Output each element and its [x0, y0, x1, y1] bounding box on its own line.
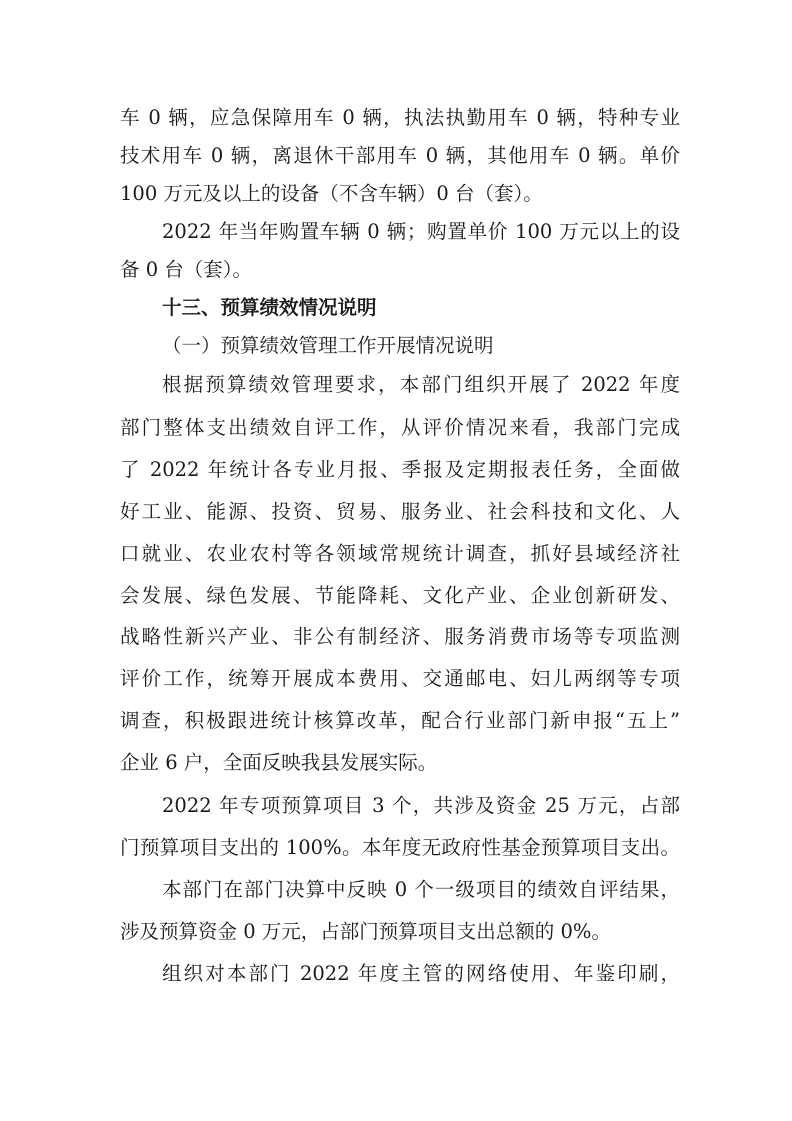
text-line: 评价工作，统筹开展成本费用、交通邮电、妇儿两纲等专项	[120, 667, 680, 690]
section-heading: 十三、预算绩效情况说明	[162, 296, 377, 319]
text-line: 部门整体支出绩效自评工作，从评价情况来看，我部门完成	[120, 416, 680, 439]
text-line: 会发展、绿色发展、节能降耗、文化产业、企业创新研发、	[120, 584, 680, 607]
text-line: 技术用车 0 辆，离退休干部用车 0 辆，其他用车 0 辆。单价	[120, 144, 680, 167]
text-line: 根据预算绩效管理要求，本部门组织开展了 2022 年度	[162, 373, 680, 396]
text-line: 2022 年专项预算项目 3 个，共涉及资金 25 万元，占部	[162, 794, 680, 817]
text-line: 企业 6 户，全面反映我县发展实际。	[120, 751, 438, 774]
text-line: 调查，积极跟进统计核算改革，配合行业部门新申报“五上”	[120, 709, 680, 732]
text-line: 备 0 台（套）。	[120, 258, 253, 281]
text-line: 本部门在部门决算中反映 0 个一级项目的绩效自评结果，	[162, 878, 680, 901]
text-line: 涉及预算资金 0 万元，占部门预算项目支出总额的 0%。	[120, 920, 611, 943]
text-line: 口就业、农业农村等各领域常规统计调查，抓好县域经济社	[120, 542, 680, 565]
text-line: 100 万元及以上的设备（不含车辆）0 台（套）。	[120, 182, 543, 205]
subsection-heading: （一）预算绩效管理工作开展情况说明	[162, 334, 494, 357]
text-line: 2022 年当年购置车辆 0 辆；购置单价 100 万元以上的设	[162, 220, 680, 243]
text-line: 组织对本部门 2022 年度主管的网络使用、年鉴印刷，	[162, 962, 680, 985]
text-line: 好工业、能源、投资、贸易、服务业、社会科技和文化、人	[120, 500, 680, 523]
text-line: 门预算项目支出的 100%。本年度无政府性基金预算项目支出。	[120, 836, 680, 859]
text-line: 车 0 辆，应急保障用车 0 辆，执法执勤用车 0 辆，特种专业	[120, 106, 680, 129]
text-line: 战略性新兴产业、非公有制经济、服务消费市场等专项监测	[120, 625, 680, 648]
text-line: 了 2022 年统计各专业月报、季报及定期报表任务，全面做	[120, 458, 680, 481]
